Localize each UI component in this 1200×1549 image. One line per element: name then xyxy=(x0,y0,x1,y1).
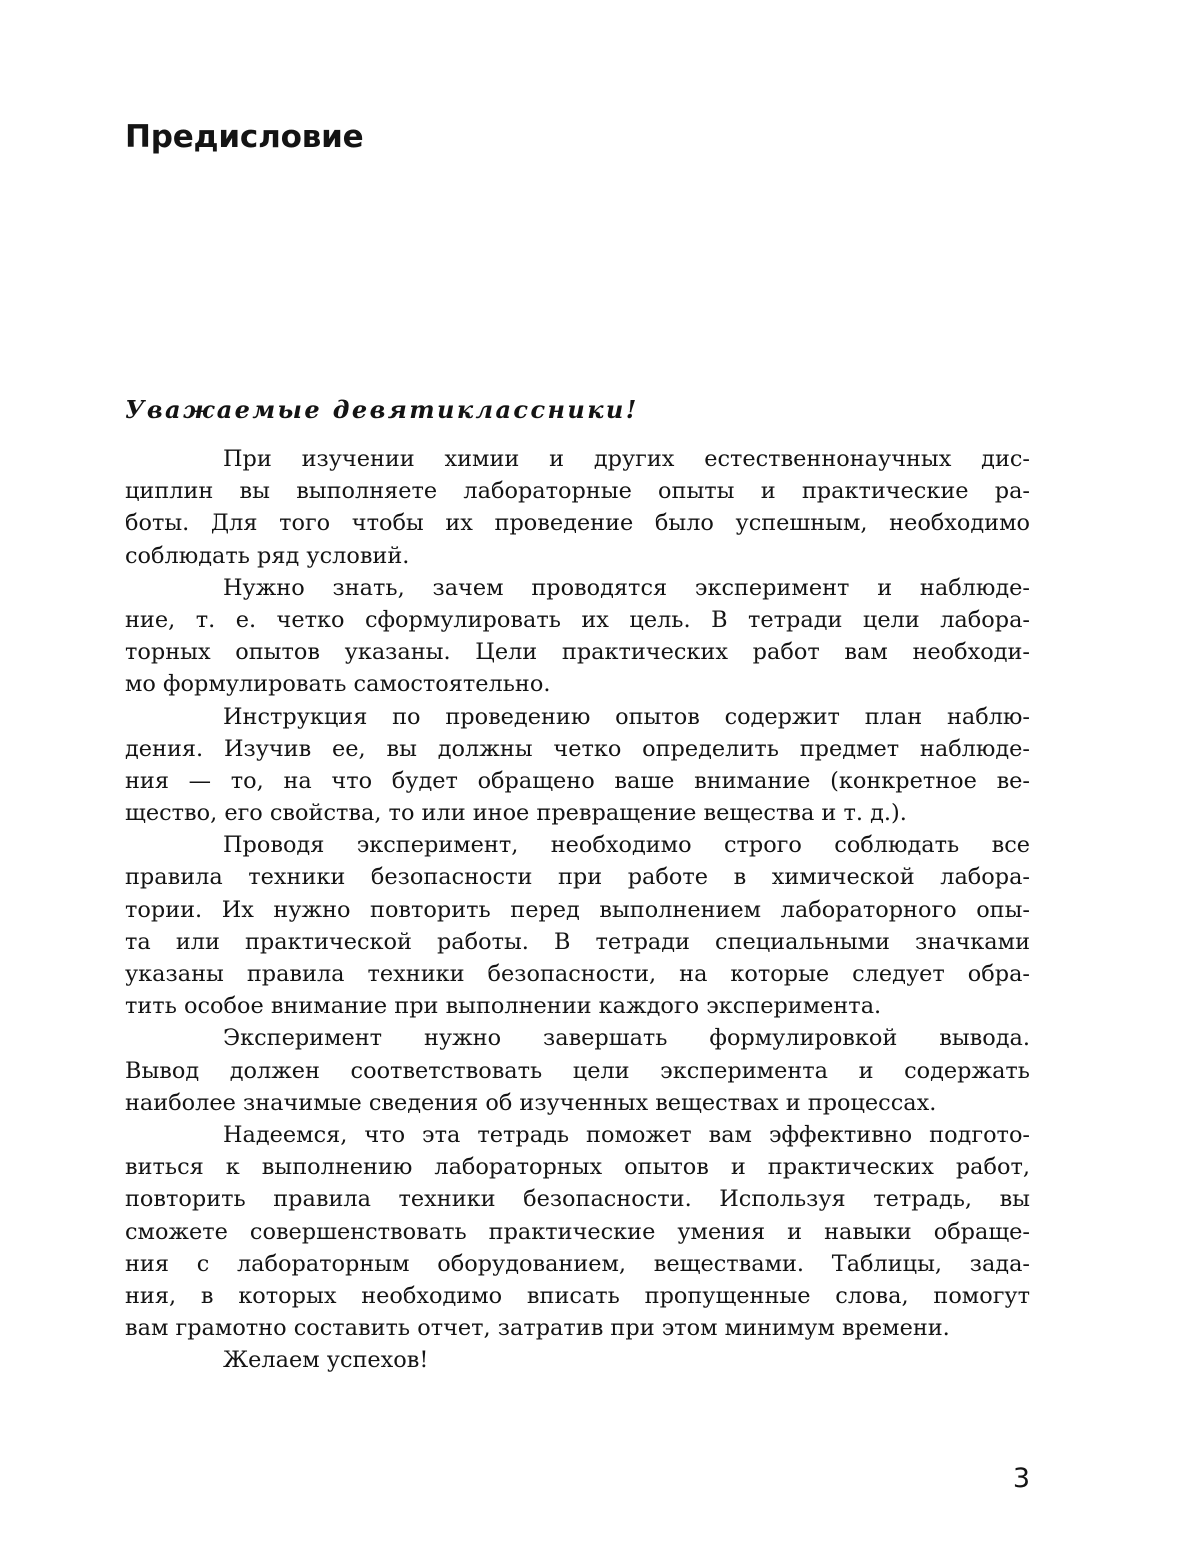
text-line: соблюдать ряд условий. xyxy=(125,542,410,569)
paragraph-1 xyxy=(125,443,1030,572)
text-line: ния, в которых необходимо вписать пропущенные слова, помогут xyxy=(125,1282,1030,1309)
text-line: Надеемся, что эта тетрадь поможет вам эффективно подгото- xyxy=(223,1121,1030,1148)
text-line: наиболее значимые сведения об изученных веществах и процессах. xyxy=(125,1089,937,1116)
body-text xyxy=(125,443,1030,1376)
text-line: При изучении химии и других естественнонаучных дис- xyxy=(223,446,1030,472)
paragraph-7 xyxy=(125,1344,1030,1376)
text-line: повторить правила техники безопасности. Используя тетрадь, вы xyxy=(125,1186,1030,1213)
text-line: вам грамотно составить отчет, затратив при этом минимум времени. xyxy=(125,1315,950,1342)
text-line: Эксперимент нужно завершать формулировкой вывода. xyxy=(223,1025,1030,1052)
page-number: 3 xyxy=(1012,1463,1030,1494)
paragraph-5 xyxy=(125,1022,1030,1119)
text-line: Вывод должен соответствовать цели эксперимента и содержать xyxy=(125,1057,1030,1084)
text-line: правила техники безопасности при работе в химической лабора- xyxy=(125,864,1030,891)
paragraph-3 xyxy=(125,701,1030,830)
text-line: дения. Изучив ее, вы должны четко определить предмет наблюде- xyxy=(125,735,1030,762)
text-line: виться к выполнению лабораторных опытов и практических работ, xyxy=(125,1154,1030,1181)
text-line: Инструкция по проведению опытов содержит план наблю- xyxy=(223,703,1030,730)
text-line: мо формулировать самостоятельно. xyxy=(125,671,551,698)
text-line: тить особое внимание при выполнении каждого эксперимента. xyxy=(125,993,882,1020)
text-line: боты. Для того чтобы их проведение было успешным, необходимо xyxy=(125,510,1030,537)
page-title: Предисловие xyxy=(125,119,364,155)
text-line: указаны правила техники безопасности, на которые следует обра- xyxy=(125,961,1030,987)
text-line: циплин вы выполняете лабораторные опыты и практические ра- xyxy=(125,478,1030,505)
text-line: тории. Их нужно повторить перед выполнением лабораторного опы- xyxy=(125,896,1030,923)
text-line: ния с лабораторным оборудованием, веществами. Таблицы, зада- xyxy=(125,1250,1030,1277)
text-line: торных опытов указаны. Цели практических работ вам необходи- xyxy=(125,639,1030,666)
text-line: ния — то, на что будет обращено ваше внимание (конкретное ве- xyxy=(125,767,1030,794)
paragraph-2 xyxy=(125,572,1030,701)
paragraph-6 xyxy=(125,1119,1030,1344)
text-line: Нужно знать, зачем проводятся эксперимент и наблюде- xyxy=(223,574,1030,601)
text-line: сможете совершенствовать практические умения и навыки обраще- xyxy=(125,1218,1030,1245)
text-line: щество, его свойства, то или иное превращение вещества и т. д.). xyxy=(125,800,907,827)
greeting: Уважаемые девятиклассники! xyxy=(125,395,639,424)
text-line: та или практической работы. В тетради специальными значками xyxy=(125,928,1030,955)
paragraph-4 xyxy=(125,829,1030,1022)
closing-line: Желаем успехов! xyxy=(223,1347,429,1374)
text-line: ние, т. е. четко сформулировать их цель. В тетради цели лабора- xyxy=(125,606,1030,633)
text-line: Проводя эксперимент, необходимо строго соблюдать все xyxy=(223,832,1030,859)
